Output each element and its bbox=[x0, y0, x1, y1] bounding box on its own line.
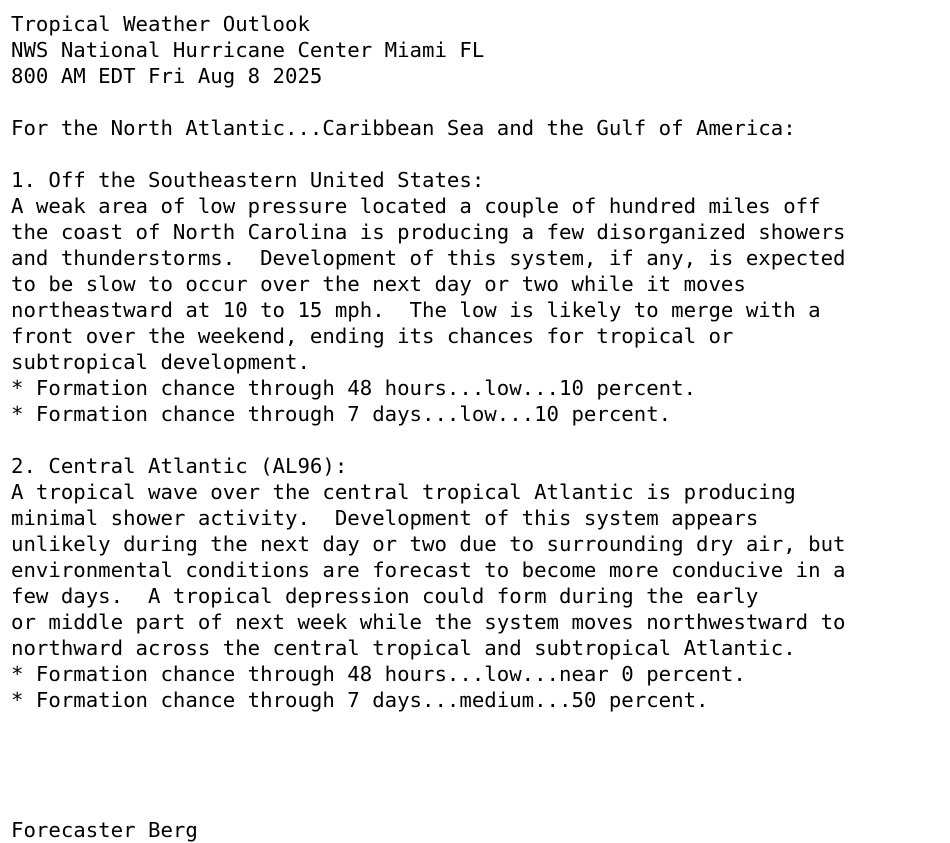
discussion-line: the coast of North Carolina is producing a few disorganized showers bbox=[11, 220, 846, 244]
discussion-line: A weak area of low pressure located a couple of hundred miles off bbox=[11, 194, 821, 218]
discussion-line: northward across the central tropical and subtropical Atlantic. bbox=[11, 636, 796, 660]
forecaster-signoff: Forecaster Berg bbox=[11, 818, 198, 842]
issuing-office: NWS National Hurricane Center Miami FL bbox=[11, 38, 485, 62]
discussion-line: few days. A tropical depression could form during the early bbox=[11, 584, 759, 608]
area-statement: For the North Atlantic...Caribbean Sea and the Gulf of America: bbox=[11, 116, 796, 140]
discussion-line: northeastward at 10 to 15 mph. The low is likely to merge with a bbox=[11, 298, 821, 322]
discussion-line: minimal shower activity. Development of this system appears bbox=[11, 506, 759, 530]
formation-chance-48h: * Formation chance through 48 hours...low...near 0 percent. bbox=[11, 662, 746, 686]
discussion-line: A tropical wave over the central tropical Atlantic is producing bbox=[11, 480, 796, 504]
spacer bbox=[11, 713, 946, 791]
system-section-1 bbox=[11, 167, 946, 427]
discussion-line: unlikely during the next day or two due to surrounding dry air, but bbox=[11, 532, 846, 556]
discussion-line: subtropical development. bbox=[11, 350, 310, 374]
spacer bbox=[11, 89, 946, 115]
spacer bbox=[11, 791, 946, 817]
system-heading: 2. Central Atlantic (AL96): bbox=[11, 454, 348, 478]
outlook-document bbox=[11, 11, 946, 843]
discussion-line: or middle part of next week while the system moves northwestward to bbox=[11, 610, 846, 634]
document-title: Tropical Weather Outlook bbox=[11, 12, 310, 36]
system-section-2 bbox=[11, 453, 946, 713]
formation-chance-7d: * Formation chance through 7 days...medium...50 percent. bbox=[11, 688, 709, 712]
discussion-line: to be slow to occur over the next day or two while it moves bbox=[11, 272, 746, 296]
formation-chance-7d: * Formation chance through 7 days...low...10 percent. bbox=[11, 402, 672, 426]
spacer bbox=[11, 427, 946, 453]
issue-time: 800 AM EDT Fri Aug 8 2025 bbox=[11, 64, 323, 88]
discussion-line: environmental conditions are forecast to become more conducive in a bbox=[11, 558, 846, 582]
spacer bbox=[11, 141, 946, 167]
discussion-line: and thunderstorms. Development of this system, if any, is expected bbox=[11, 246, 846, 270]
discussion-line: front over the weekend, ending its chances for tropical or bbox=[11, 324, 734, 348]
system-heading: 1. Off the Southeastern United States: bbox=[11, 168, 485, 192]
formation-chance-48h: * Formation chance through 48 hours...low...10 percent. bbox=[11, 376, 697, 400]
